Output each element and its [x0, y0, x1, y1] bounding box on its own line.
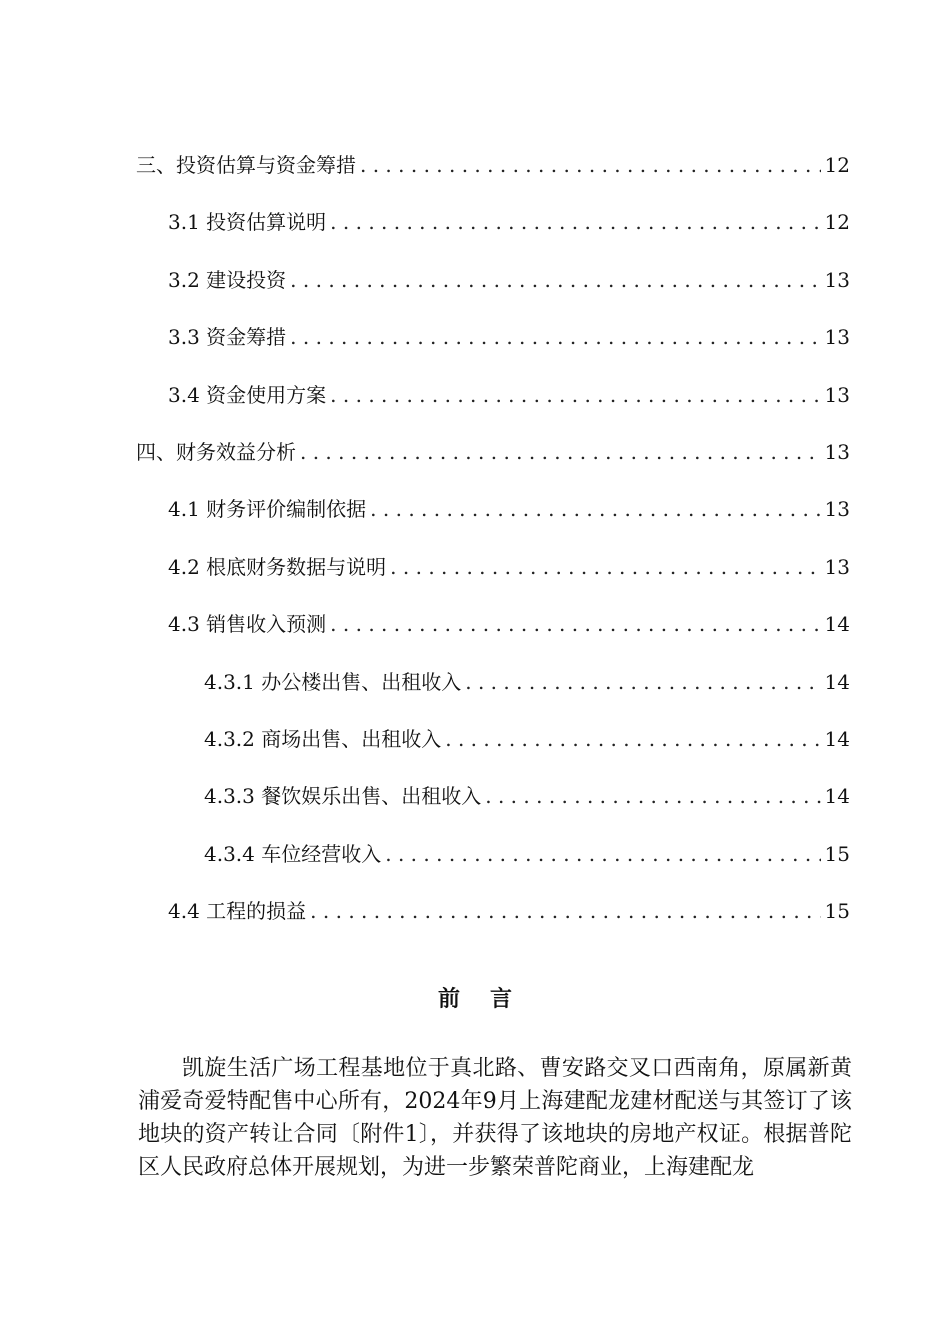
toc-entry[interactable] — [168, 607, 850, 637]
preface-title: 前言 — [437, 986, 542, 1012]
toc-entry[interactable] — [204, 665, 850, 695]
toc-dot-leader — [290, 324, 820, 350]
toc-entry-label: 三、投资估算与资金筹措 — [136, 153, 356, 177]
toc-entry-label: 四、财务效益分析 — [136, 440, 296, 464]
toc-dot-leader — [360, 152, 821, 178]
toc-entry-page-number: 15 — [824, 899, 850, 924]
toc-dot-leader — [330, 209, 820, 235]
toc-dot-leader — [485, 783, 820, 809]
toc-dot-leader — [290, 267, 820, 293]
toc-entry[interactable] — [168, 263, 850, 293]
toc-entry[interactable] — [204, 837, 850, 867]
toc-dot-leader — [330, 382, 820, 408]
toc-entry[interactable] — [168, 894, 850, 924]
toc-entry-page-number: 13 — [824, 440, 850, 464]
toc-entry[interactable] — [136, 435, 850, 465]
toc-entry[interactable] — [204, 722, 850, 752]
toc-entry-page-number: 13 — [824, 497, 850, 522]
toc-entry-label: 3.2 建设投资 — [168, 267, 287, 292]
toc-entry-page-number: 12 — [824, 210, 850, 235]
toc-dot-leader — [385, 841, 820, 867]
toc-entry-label: 3.3 资金筹措 — [168, 325, 287, 350]
toc-entry[interactable] — [168, 320, 850, 350]
toc-entry-page-number: 14 — [824, 612, 850, 637]
toc-dot-leader — [330, 611, 820, 637]
toc-entry-label: 4.4 工程的损益 — [168, 899, 307, 924]
toc-entry-page-number: 13 — [824, 554, 850, 579]
toc-entry-label: 4.3 销售收入预测 — [168, 612, 327, 637]
toc-entry-label: 4.3.3 餐饮娱乐出售、出租收入 — [204, 784, 482, 809]
toc-entry[interactable] — [168, 205, 850, 235]
toc-entry[interactable] — [168, 492, 850, 522]
toc-entry-label: 3.4 资金使用方案 — [168, 382, 327, 407]
toc-entry-label: 4.3.1 办公楼出售、出租收入 — [204, 669, 462, 694]
toc-entry-page-number: 15 — [824, 841, 850, 866]
toc-dot-leader — [370, 496, 820, 522]
toc-entry-label: 4.3.4 车位经营收入 — [204, 841, 382, 866]
toc-entry-label: 4.1 财务评价编制依据 — [168, 497, 367, 522]
toc-dot-leader — [445, 726, 820, 752]
toc-entry-page-number: 14 — [824, 669, 850, 694]
toc-entry-page-number: 13 — [824, 382, 850, 407]
toc-entry-page-number: 13 — [824, 267, 850, 292]
toc-dot-leader — [310, 898, 820, 924]
toc-entry[interactable] — [204, 779, 850, 809]
toc-dot-leader — [390, 554, 820, 580]
toc-entry-page-number: 14 — [824, 727, 850, 751]
toc-entry-label: 4.2 根底财务数据与说明 — [168, 554, 387, 579]
toc-entry[interactable] — [168, 550, 850, 580]
preface-paragraph: 凯旋生活广场工程基地位于真北路、曹安路交叉口西南角，原属新黄浦爱奇爱特配售中心所有，2024年9月上海建配龙建材配送与其签订了该地块的资产转让合同〔附件1〕，并获得了该地块的房地产权证。根据普陀区人民政府总体开展规划，为进一步繁荣普陀商业，上海建配龙 — [138, 1056, 852, 1180]
toc-entry-page-number: 14 — [824, 784, 850, 809]
toc-dot-leader — [300, 439, 821, 465]
toc-entry-label: 4.3.2 商场出售、出租收入 — [204, 727, 442, 751]
toc-entry-page-number: 12 — [824, 153, 850, 177]
toc-entry[interactable] — [136, 148, 850, 178]
toc-entry-page-number: 13 — [824, 325, 850, 350]
toc-entry-label: 3.1 投资估算说明 — [168, 210, 327, 235]
toc-dot-leader — [465, 669, 820, 695]
toc-entry[interactable] — [168, 378, 850, 408]
